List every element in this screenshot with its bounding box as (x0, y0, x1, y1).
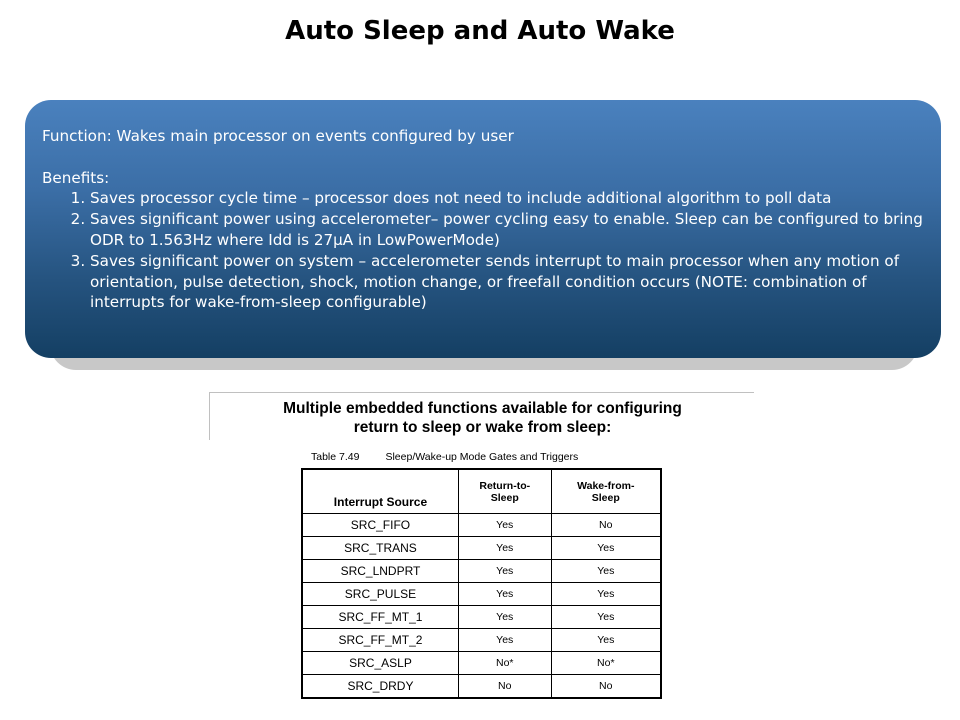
cell-source: SRC_FIFO (302, 514, 458, 537)
cell-wake: Yes (551, 537, 661, 560)
cell-source: SRC_FF_MT_2 (302, 629, 458, 652)
cell-return: Yes (458, 583, 551, 606)
cell-return: Yes (458, 560, 551, 583)
table-header-row (302, 469, 661, 514)
table-row (302, 675, 661, 699)
table-title: Sleep/Wake-up Mode Gates and Triggers (385, 451, 579, 463)
table-row (302, 606, 661, 629)
cell-wake: Yes (551, 629, 661, 652)
cell-wake: No (551, 514, 661, 537)
benefits-heading: Benefits: (42, 168, 110, 187)
cell-wake: No* (551, 652, 661, 675)
cell-source: SRC_ASLP (302, 652, 458, 675)
cell-source: SRC_DRDY (302, 675, 458, 699)
cell-wake: Yes (551, 606, 661, 629)
header-return-to-sleep (458, 469, 551, 514)
header-return-to-sleep-text: Return-to-Sleep (479, 479, 531, 504)
cell-return: Yes (458, 514, 551, 537)
cell-source: SRC_FF_MT_1 (302, 606, 458, 629)
header-wake-from-sleep (551, 469, 661, 514)
info-box (25, 100, 941, 358)
cell-wake: Yes (551, 560, 661, 583)
table-row (302, 629, 661, 652)
cell-wake: Yes (551, 583, 661, 606)
header-interrupt-source: Interrupt Source (302, 469, 458, 514)
benefit-item: 3. Saves significant power on system – accelerometer sends interrupt to main processor when any motion of orientation, pulse detection, shock, motion change, or freefall condition occurs (NOTE: combination of interrupts for wake-from-sleep configurable) (90, 251, 923, 313)
cell-wake: No (551, 675, 661, 699)
cell-return: No* (458, 652, 551, 675)
table-row (302, 560, 661, 583)
caption-frame (209, 392, 754, 440)
cell-return: Yes (458, 606, 551, 629)
cell-source: SRC_TRANS (302, 537, 458, 560)
function-text: Function: Wakes main processor on events configured by user (42, 127, 514, 145)
cell-return: No (458, 675, 551, 699)
cell-return: Yes (458, 537, 551, 560)
table-number: Table 7.49 (311, 451, 360, 463)
table-row (302, 583, 661, 606)
table-row (302, 652, 661, 675)
spacer (42, 147, 923, 168)
cell-source: SRC_LNDPRT (302, 560, 458, 583)
table-row (302, 537, 661, 560)
benefits-list (42, 188, 923, 313)
caption-line-1: Multiple embedded functions available for configuring (283, 400, 682, 417)
benefit-item: 1. Saves processor cycle time – processor does not need to include additional algorithm to poll data (90, 188, 923, 209)
table-label (311, 451, 578, 463)
cell-source: SRC_PULSE (302, 583, 458, 606)
slide-title: Auto Sleep and Auto Wake (285, 16, 675, 46)
sleep-wake-table (301, 468, 662, 699)
benefit-item: 2. Saves significant power using accelerometer– power cycling easy to enable. Sleep can be configured to bring ODR to 1.563Hz where Idd is 27µA in LowPowerMode) (90, 209, 923, 251)
caption-line-2: return to sleep or wake from sleep: (353, 419, 612, 436)
table-caption (210, 399, 755, 437)
header-wake-from-sleep-text: Wake-from-Sleep (577, 479, 635, 504)
table-row (302, 514, 661, 537)
cell-return: Yes (458, 629, 551, 652)
